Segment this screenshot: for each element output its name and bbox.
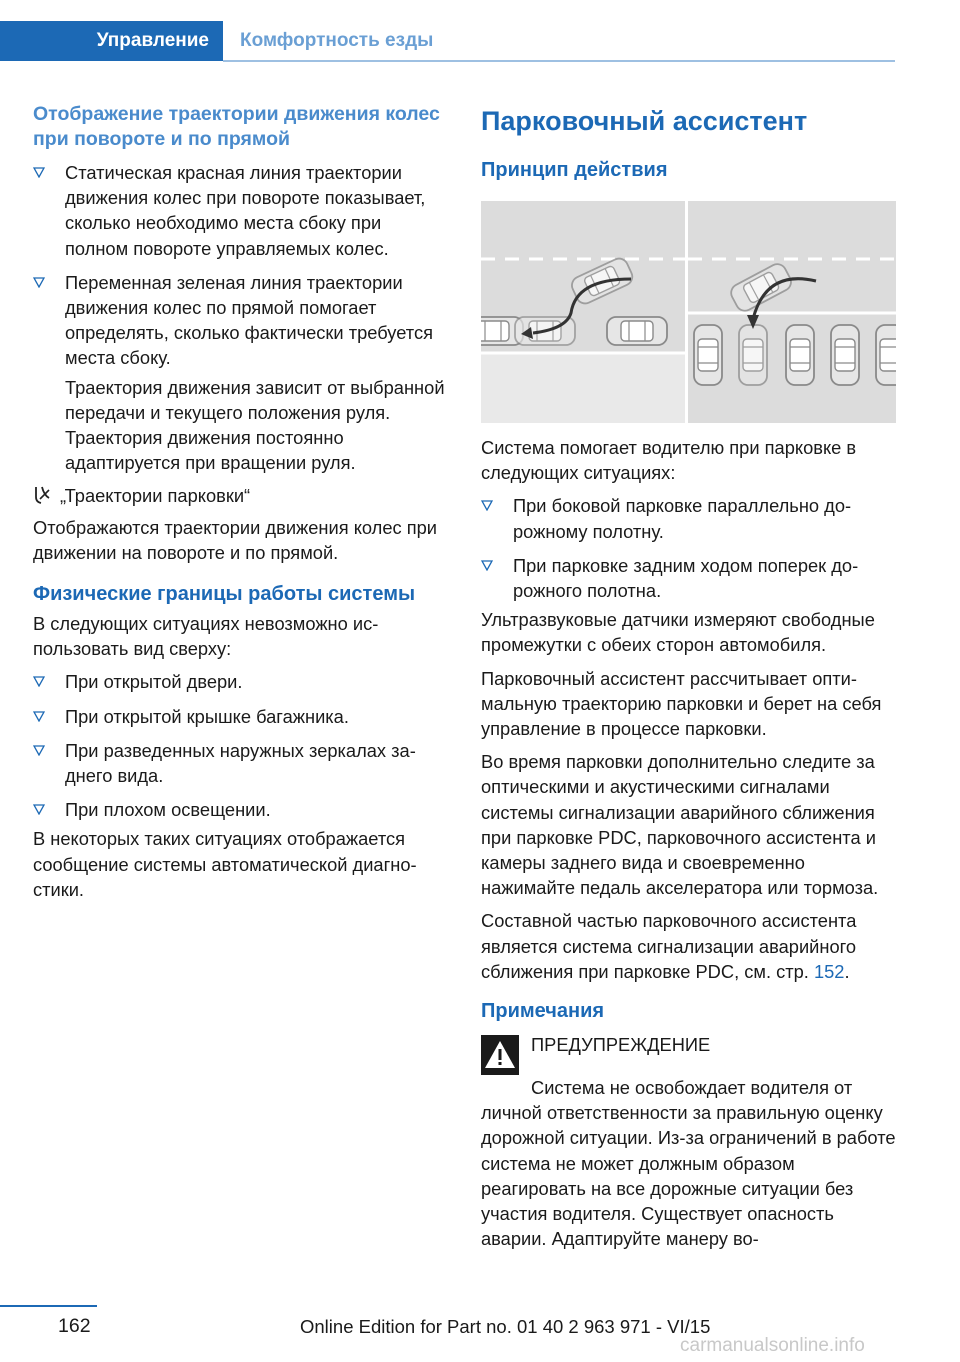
parking-trajectory-desc: Отображаются траектории движения колес при движении на повороте и по прямой. xyxy=(33,516,438,563)
pdc-text: Составной частью парковочного ассистента является система сигнализации аварийного сближения при парковке PDC, см. стр. xyxy=(481,910,857,982)
situation-text: При парковке задним ходом поперек дорожного полотна. xyxy=(513,554,859,602)
page-link[interactable]: 152 xyxy=(813,960,845,982)
limits-heading: Физические границы работы системы xyxy=(33,583,416,606)
notes-heading: Примечания xyxy=(481,1000,605,1023)
triangle-bullet-icon xyxy=(33,804,45,815)
parking-trajectory-label: „Траектории парковки“ xyxy=(60,485,251,507)
warning-title: ПРЕДУПРЕЖДЕНИЕ xyxy=(531,1034,711,1056)
trajectory-heading: Отображение траектории движения колес при повороте и по прямой xyxy=(33,103,440,150)
limit-text: При разведенных наружных зеркалах заднего вида. xyxy=(65,739,416,787)
warning-icon xyxy=(481,1035,519,1075)
limit-text: При открытой двери. xyxy=(65,671,243,693)
list-item xyxy=(481,493,897,543)
list-item xyxy=(33,738,448,788)
calculation-paragraph: Парковочный ассистент рассчитывает оптимальную траекторию парковки и берет на себя управление в процессе парковки. xyxy=(481,667,882,740)
footer-divider xyxy=(0,1305,97,1307)
pdc-paragraph xyxy=(481,908,897,984)
limits-outro: В некоторых таких ситуациях отображается сообщение системы автоматической диагностики. xyxy=(33,828,417,900)
list-item xyxy=(481,553,897,603)
tab-driving-comfort[interactable]: Комфортность езды xyxy=(240,30,434,51)
situation-text: При боковой парковке параллельно дорожному полотну. xyxy=(513,495,852,542)
parking-trajectory-icon xyxy=(33,485,51,505)
list-item xyxy=(33,669,448,694)
triangle-bullet-icon xyxy=(481,560,493,571)
bullet-note: Траектория движения зависит от выбранной передачи и текущего положения руля. Траектория движения постоянно адаптируется при вращении руля. xyxy=(65,376,445,474)
parking-trajectory-row xyxy=(33,483,448,508)
triangle-bullet-icon xyxy=(33,676,45,687)
pdc-period: . xyxy=(844,960,850,982)
watermark: carmanualsonline.info xyxy=(680,1335,865,1356)
triangle-bullet-icon xyxy=(481,500,493,511)
limits-list xyxy=(33,669,448,822)
tab-control[interactable]: Управление xyxy=(0,21,223,61)
parking-assistant-heading: Парковочный ассистент xyxy=(481,106,808,136)
list-item xyxy=(33,704,448,729)
limits-intro: В следующих ситуациях невозможно использовать вид сверху: xyxy=(33,613,379,660)
limit-text: При открытой крышке багажника. xyxy=(65,705,349,727)
warning-header xyxy=(481,1032,897,1075)
list-item xyxy=(33,160,448,261)
warning-text: Система не освобождает водителя от личной ответственности за правильную оценку дорожной ситуации. Из-за ограничений в работе система не может должным образом реагировать на все дорожные ситуации без участия водителя. Существует опасность аварии. Адаптируйте манеру во- xyxy=(481,1077,896,1250)
bullet-text: Переменная зеленая линия траектории движения колес по прямой помогает определять, сколько фактически требуется места сбоку. xyxy=(65,271,433,369)
list-item xyxy=(33,270,448,371)
page-number: 162 xyxy=(58,1315,91,1337)
limit-text: При плохом освещении. xyxy=(65,799,271,821)
warning-block xyxy=(481,1032,897,1251)
edition-info: Online Edition for Part no. 01 40 2 963 971 - VI/15 xyxy=(300,1316,711,1337)
triangle-bullet-icon xyxy=(33,711,45,722)
parking-illustration xyxy=(481,201,896,423)
triangle-bullet-icon xyxy=(33,277,45,288)
bullet-text: Статическая красная линия траектории движения колес при повороте показывает, сколько необходимо места сбоку при полном повороте управляемых колес. xyxy=(65,162,426,259)
warning-lines xyxy=(531,1032,897,1057)
sensors-paragraph: Ультразвуковые датчики измеряют свободные промежутки с обеих сторон автомобиля. xyxy=(481,609,875,656)
triangle-bullet-icon xyxy=(33,167,45,178)
list-item xyxy=(33,797,448,822)
situations-list xyxy=(481,493,897,603)
trajectory-bullets xyxy=(33,160,448,371)
header-divider xyxy=(223,60,895,62)
right-column xyxy=(481,102,897,1251)
situations-intro: Система помогает водителю при парковке в следующих ситуациях: xyxy=(481,437,857,484)
triangle-bullet-icon xyxy=(33,745,45,756)
left-column xyxy=(33,102,448,910)
principle-heading: Принцип действия xyxy=(481,159,668,181)
attention-paragraph: Во время парковки дополнительно следите за оптическими и акустическими сигналами системы сигнализации аварийного сближения при парковке PDC, парковочного ассистента и камеры заднего вида и своевременно нажимайте педаль акселератора или тормоза. xyxy=(481,751,879,899)
